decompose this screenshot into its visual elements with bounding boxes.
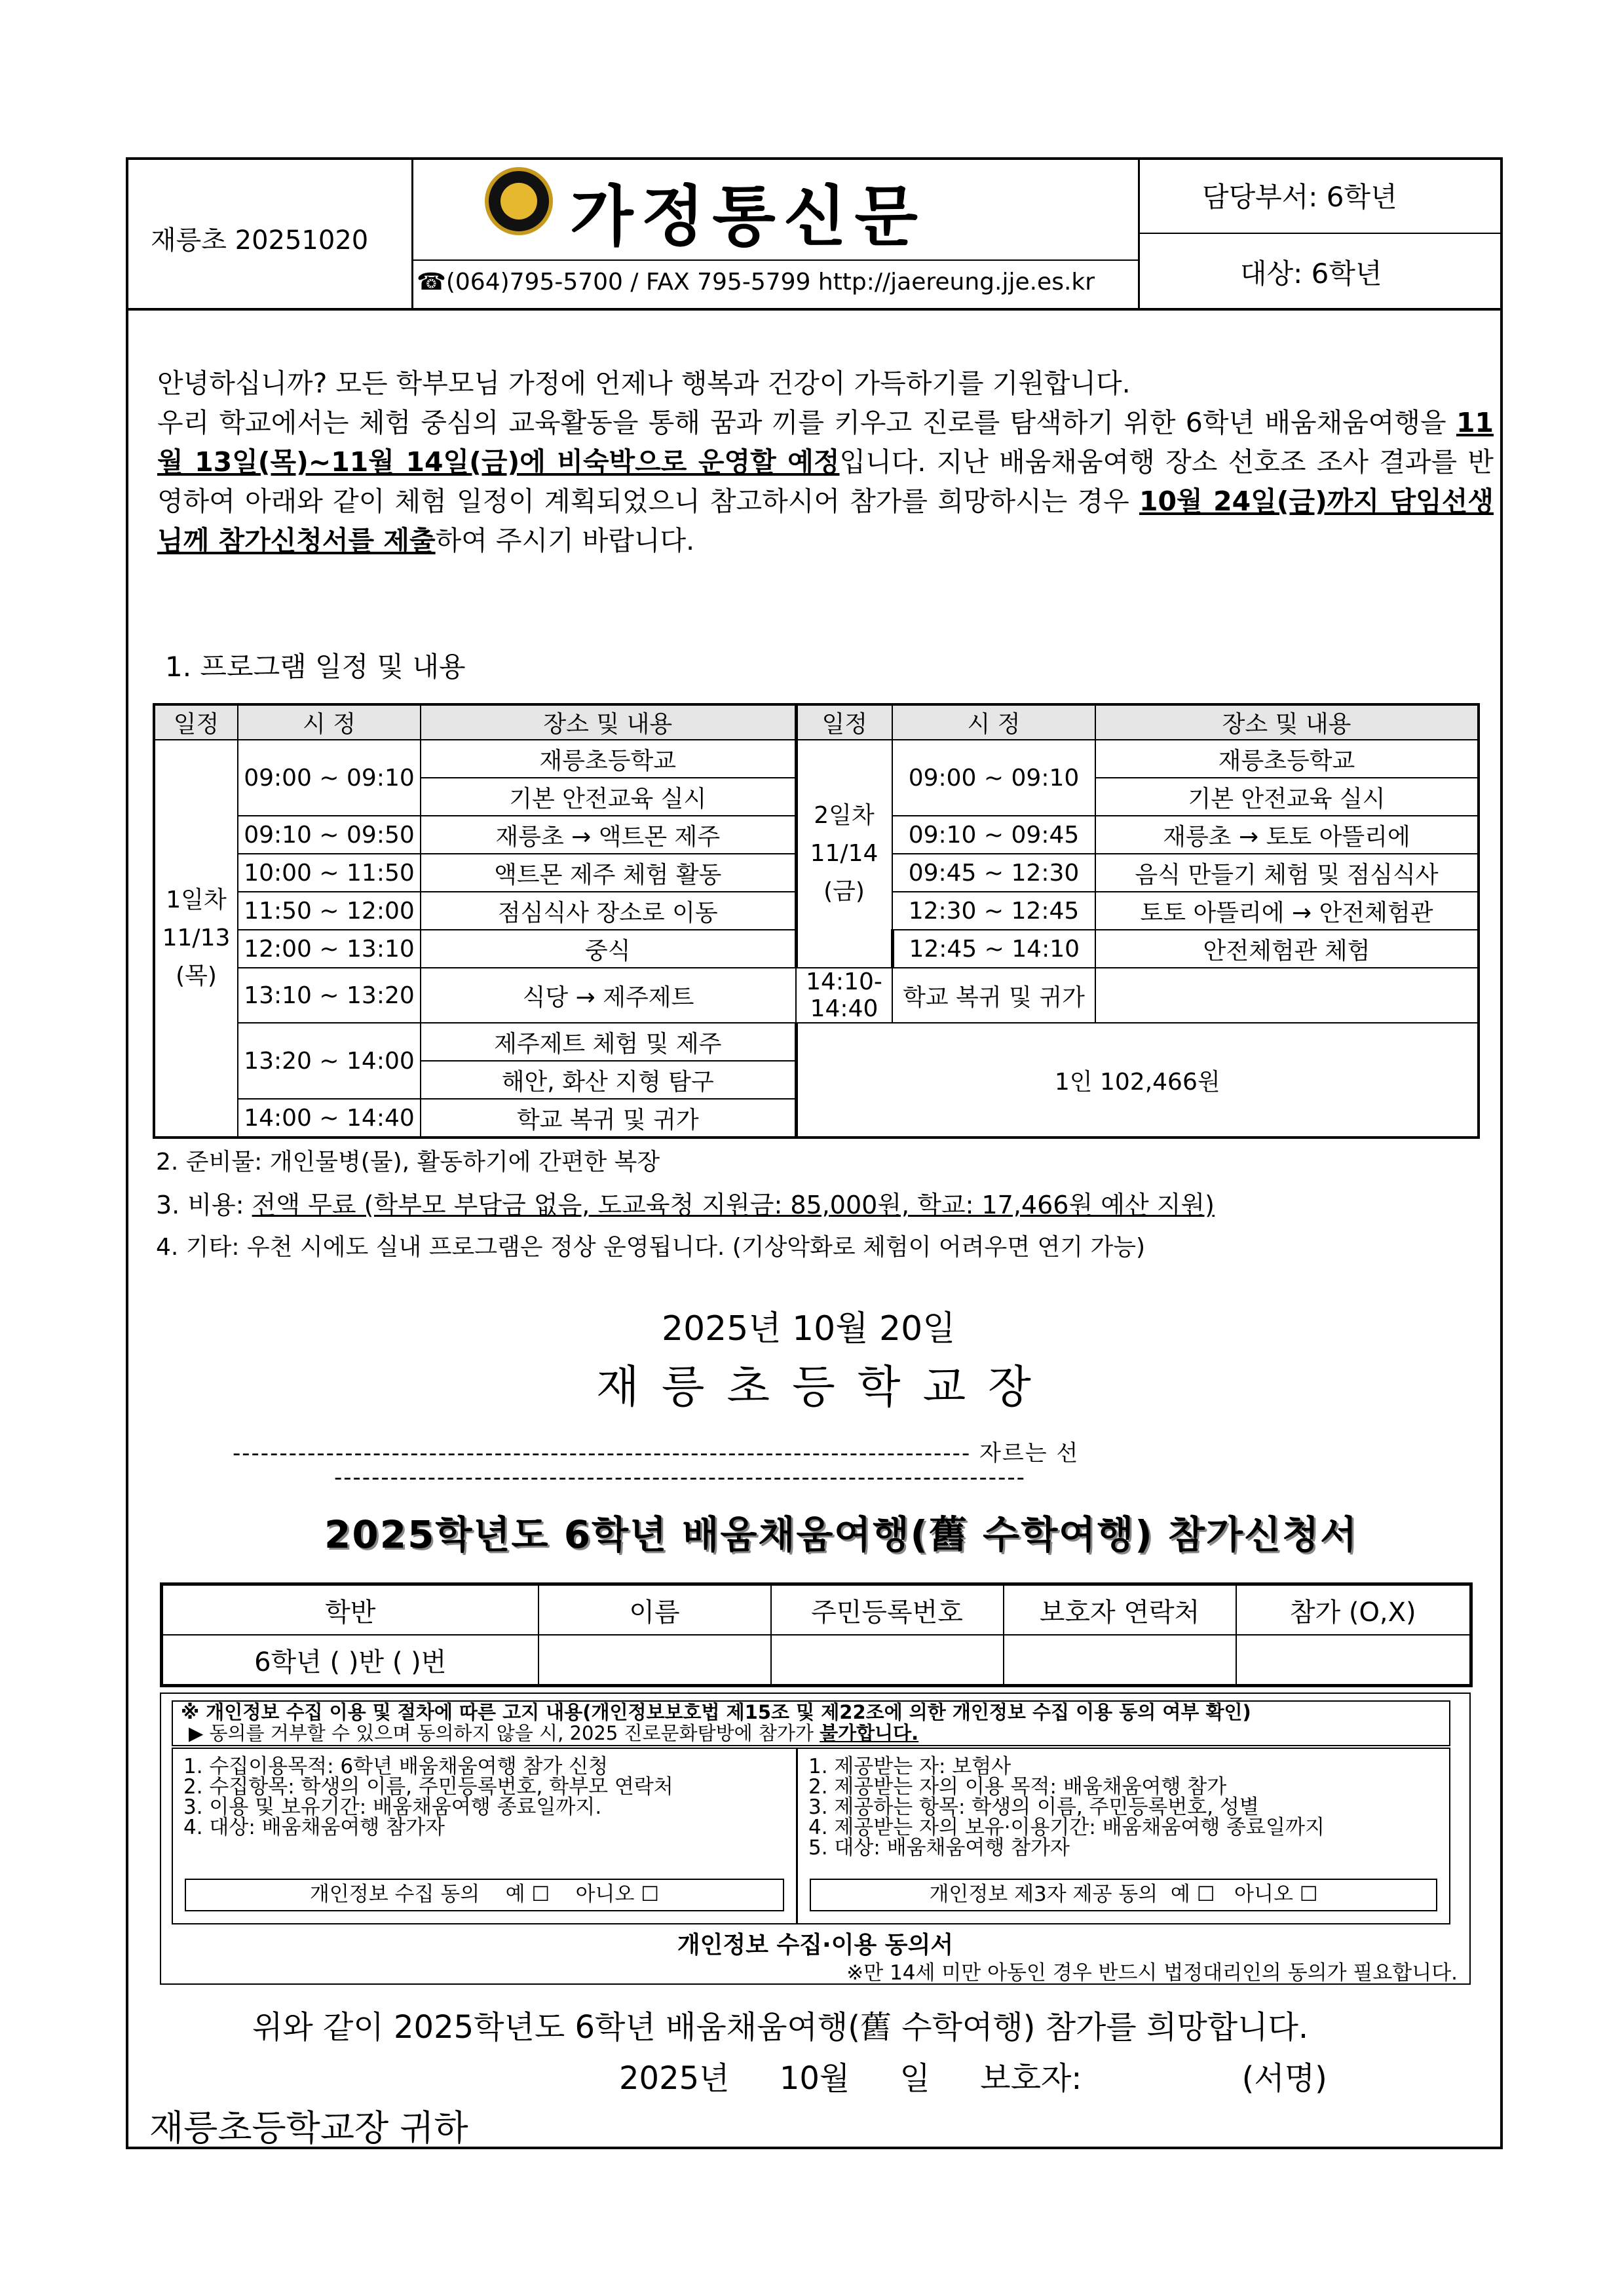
third-party-consent-box xyxy=(797,1748,1450,1924)
note-cost-label: 3. 비용: xyxy=(156,1191,252,1219)
resident-number-field[interactable] xyxy=(771,1635,1004,1686)
consent-notice-line1: ※ 개인정보 수집 이용 및 절차에 따른 고지 내용(개인정보보호법 제15조 및 제22조에 의한 개인정보 수집 이용 동의 여부 확인) xyxy=(181,1701,1251,1723)
intro-text-e: 하여 주시기 바랍니다. xyxy=(435,525,695,556)
time-cell: 12:00 ~ 13:10 xyxy=(238,930,421,968)
third-party-consent-checkboxes[interactable]: 개인정보 제3자 제공 동의 예 ☐ 아니오 ☐ xyxy=(810,1879,1437,1911)
consent-title: 개인정보 수집·이용 동의서 xyxy=(677,1932,954,1959)
header-contact-rule xyxy=(413,259,1139,261)
content-cell: 재릉초등학교 xyxy=(1095,740,1479,778)
header-cell: 학반 xyxy=(162,1584,538,1636)
header-cell: 이름 xyxy=(538,1584,771,1636)
day1-dow: (목) xyxy=(176,963,217,989)
header-bottom-rule xyxy=(126,308,1503,311)
header-cell: 보호자 연락처 xyxy=(1004,1584,1236,1636)
header-cell: 주민등록번호 xyxy=(771,1584,1004,1636)
day1-label: 1일차 xyxy=(166,887,227,913)
content-cell: 기본 안전교육 실시 xyxy=(1095,778,1479,816)
time-cell: 12:45 ~ 14:10 xyxy=(892,930,1095,968)
name-field[interactable] xyxy=(538,1635,771,1686)
consent-age-note: ※만 14세 미만 아동인 경우 반드시 법정대리인의 동의가 필요합니다. xyxy=(846,1961,1458,1985)
consent-section xyxy=(160,1693,1471,1985)
content-cell: 음식 만들기 체험 및 점심식사 xyxy=(1095,854,1479,892)
guardian-phone-field[interactable] xyxy=(1004,1635,1236,1686)
header-cell: 참가 (O,X) xyxy=(1236,1584,1471,1636)
content-cell: 재릉초 → 토토 아뜰리에 xyxy=(1095,816,1479,854)
collection-consent-checkboxes[interactable]: 개인정보 수집 동의 예 ☐ 아니오 ☐ xyxy=(185,1879,784,1911)
list-item: 2. 수집항목: 학생의 이름, 주민등록번호, 학부모 연락처 xyxy=(183,1775,673,1799)
target-audience: 대상: 6학년 xyxy=(1240,258,1382,290)
intro-text-c: 입니다. 지난 배움채움여행 장소 선호조 조사 결과를 반영하여 아래와 같이 체험 일정이 계획되었으니 참고하시어 참가를 희망하시는 경우 xyxy=(157,446,1494,517)
schedule-table xyxy=(153,703,1480,1139)
content-cell: 학교 복귀 및 귀가 xyxy=(892,968,1095,1023)
time-cell: 11:50 ~ 12:00 xyxy=(238,892,421,930)
day2-label: 2일차 xyxy=(814,802,875,829)
content-cell: 학교 복귀 및 귀가 xyxy=(421,1099,796,1138)
content-cell: 중식 xyxy=(421,930,796,968)
content-cell: 액트몬 제주 체험 활동 xyxy=(421,854,796,892)
header-cell: 일정 xyxy=(154,704,238,740)
day1-label-cell xyxy=(154,740,238,1138)
header-cell: 장소 및 내용 xyxy=(1095,704,1479,740)
cost-cell: 1인 102,466원 xyxy=(796,1023,1479,1138)
principal-title: 재릉초등학교장 xyxy=(596,1362,1053,1413)
content-cell: 토토 아뜰리에 → 안전체험관 xyxy=(1095,892,1479,930)
time-cell: 09:45 ~ 12:30 xyxy=(892,854,1095,892)
note-cost xyxy=(156,1185,1215,1221)
time-cell: 13:20 ~ 14:00 xyxy=(238,1023,421,1099)
consent-notice xyxy=(172,1700,1450,1746)
masthead-title: 가정통신문 xyxy=(570,178,926,255)
content-cell: 재릉초 → 액트몬 제주 xyxy=(421,816,796,854)
day2-dow: (금) xyxy=(823,878,865,905)
time-cell: 09:00 ~ 09:10 xyxy=(238,740,421,816)
list-item: 4. 대상: 배움채움여행 참가자 xyxy=(183,1816,445,1839)
table-row xyxy=(154,1023,1479,1061)
time-cell: 10:00 ~ 11:50 xyxy=(238,854,421,892)
content-cell: 식당 → 제주제트 xyxy=(421,968,796,1023)
list-item: 3. 제공하는 항목: 학생의 이름, 주민등록번호, 성별 xyxy=(808,1795,1259,1819)
header-cell: 장소 및 내용 xyxy=(421,704,796,740)
content-cell: 재릉초등학교 xyxy=(421,740,796,778)
cut-line-secondary: -------------------------------------------------------------------------- xyxy=(334,1464,1026,1491)
collection-consent-box xyxy=(172,1748,797,1924)
cut-line: ------------------------------------------------------------------------------- 자르는 선 xyxy=(233,1440,1080,1466)
list-item: 3. 이용 및 보유기간: 배움채움여행 종료일까지. xyxy=(183,1795,602,1819)
issue-date: 2025년 10월 20일 xyxy=(662,1309,956,1349)
document-code: 재릉초 20251020 xyxy=(151,225,369,256)
class-field[interactable]: 6학년 ( )반 ( )번 xyxy=(162,1635,538,1686)
list-item: 2. 제공받는 자의 이용 목적: 배움채움여행 참가 xyxy=(808,1775,1227,1799)
form-title: 2025학년도 6학년 배움채움여행(舊 수학여행) 참가신청서 xyxy=(324,1512,1359,1557)
list-item: 5. 대상: 배움채움여행 참가자 xyxy=(808,1836,1070,1860)
content-cell: 제주제트 체험 및 제주 xyxy=(421,1023,796,1061)
table-row xyxy=(154,740,1479,778)
day2-label-cell xyxy=(796,740,892,968)
time-cell: 14:00 ~ 14:40 xyxy=(238,1099,421,1138)
header-cell: 일정 xyxy=(796,704,892,740)
application-table xyxy=(160,1582,1473,1687)
content-cell: 안전체험관 체험 xyxy=(1095,930,1479,968)
table-row xyxy=(154,968,1479,1023)
time-cell: 09:00 ~ 09:10 xyxy=(892,740,1095,816)
time-cell: 09:10 ~ 09:45 xyxy=(892,816,1095,854)
schedule-header-row xyxy=(154,704,1479,740)
intro-trip-dates: 11월 13일(목)~11월 14일(금)에 비숙박으로 운영할 예정 xyxy=(157,407,1494,478)
time-cell: 13:10 ~ 13:20 xyxy=(238,968,421,1023)
school-emblem-icon xyxy=(485,167,553,235)
consent-notice-emphasis: 불가합니다. xyxy=(820,1722,919,1744)
list-item: 1. 수집이용목적: 6학년 배움채움여행 참가 신청 xyxy=(183,1755,609,1778)
content-cell: 점심식사 장소로 이동 xyxy=(421,892,796,930)
intro-deadline: 10월 24일(금)까지 담임선생님께 참가신청서를 제출 xyxy=(157,486,1494,556)
consent-notice-line2 xyxy=(181,1723,1449,1744)
header-divider-left xyxy=(411,157,413,309)
application-entry-row xyxy=(162,1635,1471,1686)
time-cell: 14:10-14:40 xyxy=(796,968,892,1023)
content-cell: 해안, 화산 지형 탐구 xyxy=(421,1061,796,1099)
note-supplies: 2. 준비물: 개인물병(물), 활동하기에 간편한 복장 xyxy=(156,1149,660,1176)
addressee: 재릉초등학교장 귀하 xyxy=(149,2107,468,2149)
time-cell: 12:30 ~ 12:45 xyxy=(892,892,1095,930)
day2-date: 11/14 xyxy=(810,840,878,867)
intro-paragraph xyxy=(157,403,1494,560)
header-cell: 시 정 xyxy=(238,704,421,740)
contact-info: ☎(064)795-5700 / FAX 795-5799 http://jaereung.jje.es.kr xyxy=(417,269,1095,296)
time-cell: 09:10 ~ 09:50 xyxy=(238,816,421,854)
greeting-line: 안녕하십니까? 모든 학부모님 가정에 언제나 행복과 건강이 가득하기를 기원합니다. xyxy=(157,368,1131,399)
note-other: 4. 기타: 우천 시에도 실내 프로그램은 정상 운영됩니다. (기상악화로 체험이 어려우면 연기 가능) xyxy=(156,1234,1146,1261)
list-item: 4. 제공받는 자의 보유·이용기간: 배움채움여행 종료일까지 xyxy=(808,1816,1325,1839)
list-item: 1. 제공받는 자: 보험사 xyxy=(808,1755,1011,1778)
content-cell: 기본 안전교육 실시 xyxy=(421,778,796,816)
header-cell: 시 정 xyxy=(892,704,1095,740)
header-right-split xyxy=(1138,233,1503,234)
participation-field[interactable] xyxy=(1236,1635,1471,1686)
note-cost-value: 전액 무료 (학부모 부담금 없음, 도교육청 지원금: 85,000원, 학교: 17,466원 예산 지원) xyxy=(252,1191,1215,1219)
section-title-schedule: 1. 프로그램 일정 및 내용 xyxy=(165,651,466,683)
final-statement: 위와 같이 2025학년도 6학년 배움채움여행(舊 수학여행) 참가를 희망합니다. xyxy=(252,2009,1309,2046)
day1-date: 11/13 xyxy=(162,925,231,951)
intro-text-a: 우리 학교에서는 체험 중심의 교육활동을 통해 꿈과 끼를 키우고 진로를 탐색하기 위한 6학년 배움채움여행을 xyxy=(157,407,1446,438)
consent-notice-text: ▶ 동의를 거부할 수 있으며 동의하지 않을 시, 2025 진로문화탐방에 참가가 xyxy=(189,1722,820,1744)
application-header-row xyxy=(162,1584,1471,1636)
signature-line[interactable]: 2025년 10월 일 보호자: (서명) xyxy=(619,2060,1327,2097)
department: 담당부서: 6학년 xyxy=(1202,181,1397,213)
